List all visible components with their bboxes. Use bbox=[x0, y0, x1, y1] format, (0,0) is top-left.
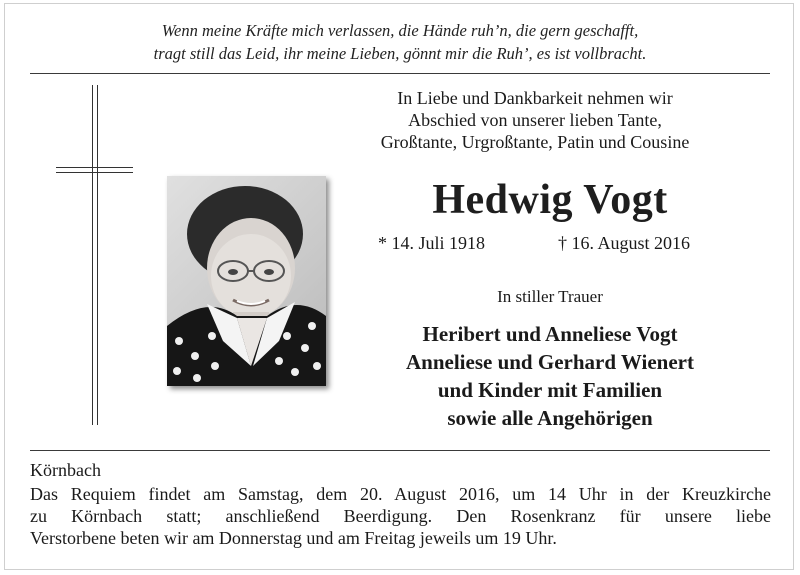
intro-line-3: Großtante, Urgroßtante, Patin und Cousine bbox=[380, 132, 690, 152]
cross-vertical-right bbox=[97, 85, 98, 425]
mourners-list bbox=[345, 320, 755, 432]
cross-horizontal-bottom bbox=[56, 172, 133, 173]
notice-line-1: Das Requiem findet am Samstag, dem 20. August 2016, um 14 Uhr in der Kreuzkirche bbox=[30, 484, 771, 504]
poem-line-2: tragt still das Leid, ihr meine Lieben, gönnt mir die Ruh’, es ist vollbracht. bbox=[153, 44, 647, 63]
portrait-photo bbox=[167, 176, 326, 386]
death-date: † 16. August 2016 bbox=[558, 233, 691, 253]
intro-line-2: Abschied von unserer lieben Tante, bbox=[408, 110, 662, 130]
poem-line-1: Wenn meine Kräfte mich verlassen, die Hände ruh’n, die gern geschafft, bbox=[161, 21, 639, 40]
top-divider bbox=[30, 73, 770, 74]
mourner-line: und Kinder mit Familien bbox=[437, 378, 663, 402]
bottom-divider bbox=[30, 450, 770, 451]
mourning-label: In stiller Trauer bbox=[497, 287, 603, 306]
deceased-name: Hedwig Vogt bbox=[432, 177, 668, 223]
place-name: Körnbach bbox=[30, 460, 101, 480]
notice-line-3: Verstorbene beten wir am Donnerstag und am Freitag jeweils um 19 Uhr. bbox=[30, 528, 557, 548]
mourner-line: Heribert und Anneliese Vogt bbox=[422, 322, 678, 346]
cross-vertical-left bbox=[92, 85, 93, 425]
poem bbox=[0, 19, 800, 65]
notice-line-2: zu Körnbach statt; anschließend Beerdigung. Den Rosenkranz für unsere liebe bbox=[30, 506, 771, 526]
intro-text bbox=[330, 87, 740, 153]
intro-line-1: In Liebe und Dankbarkeit nehmen wir bbox=[397, 88, 673, 108]
cross-horizontal-top bbox=[56, 167, 133, 168]
service-notice bbox=[30, 483, 771, 549]
birth-date: * 14. Juli 1918 bbox=[378, 233, 486, 253]
mourner-line: Anneliese und Gerhard Wienert bbox=[406, 350, 694, 374]
mourner-line: sowie alle Angehörigen bbox=[447, 406, 653, 430]
